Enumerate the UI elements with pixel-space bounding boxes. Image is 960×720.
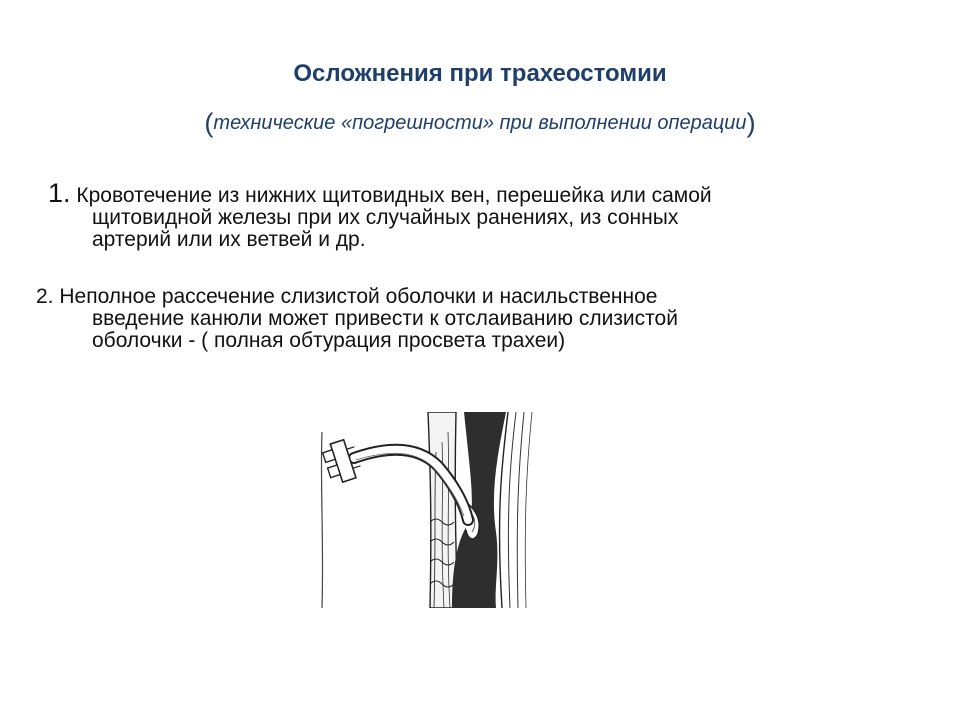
item-2-line-1: Неполное рассечение слизистой оболочки и насильственное xyxy=(53,285,658,308)
complication-item-2 xyxy=(36,286,896,352)
item-2-line-2: введение канюли может привести к отслаиванию слизистой xyxy=(92,307,678,330)
subtitle-text: технические «погрешности» при выполнении операции xyxy=(213,112,747,134)
complication-item-1 xyxy=(48,178,908,251)
tracheostomy-cannula-illustration xyxy=(318,412,538,608)
item-1-line-1: Кровотечение из нижних щитовидных вен, перешейка или самой xyxy=(70,184,712,207)
item-1-line-2: щитовидной железы при их случайных ранениях, из сонных xyxy=(92,206,679,229)
item-2-number: 2. xyxy=(36,285,54,308)
slide-title: Осложнения при трахеостомии xyxy=(293,60,667,87)
subtitle-open-paren: ( xyxy=(204,108,214,138)
slide-subtitle xyxy=(0,108,960,139)
item-1-line-3: артерий или их ветвей и др. xyxy=(92,228,366,251)
item-1-number: 1. xyxy=(48,178,71,208)
item-2-line-3: оболочки - ( полная обтурация просвета трахеи) xyxy=(92,329,566,352)
subtitle-close-paren: ) xyxy=(746,108,756,138)
